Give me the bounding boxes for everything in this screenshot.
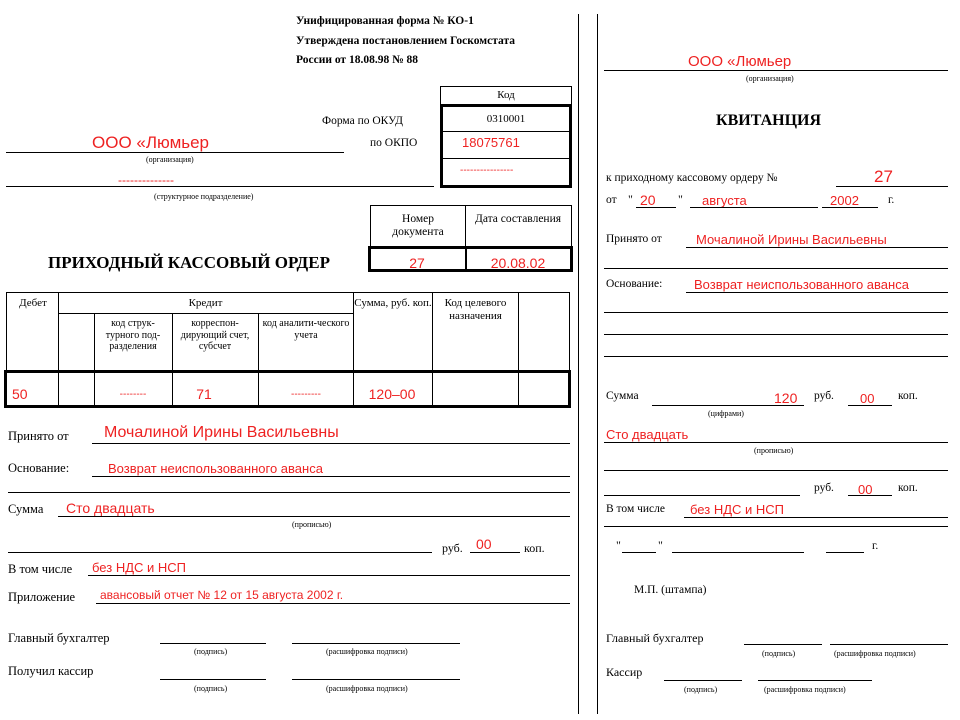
receipt-date-year-suffix: г. (872, 540, 879, 552)
doc-header-divider (465, 205, 466, 247)
receipt-rub2-label: руб. (814, 482, 834, 494)
basis-value: Возврат неиспользованного аванса (108, 461, 323, 476)
okpo-value: 18075761 (462, 135, 520, 150)
receipt-cashier-label: Кассир (606, 665, 643, 679)
row-sum: 120–00 (368, 386, 416, 402)
credit-anal-header: код аналити-ческого учета (262, 318, 350, 341)
receipt-chief-decode-caption: (расшифровка подписи) (834, 649, 916, 658)
receipt-order-value: 27 (874, 167, 893, 186)
receipt-chief-label: Главный бухгалтер (606, 631, 704, 645)
chief-signature-caption: (подпись) (194, 647, 228, 656)
receipt-kop2-value: 00 (858, 482, 873, 497)
sum-header: Сумма, руб. коп. (354, 297, 432, 309)
receipt-stamp-label: М.П. (штампа) (634, 584, 707, 596)
receipt-kop2-label: коп. (898, 482, 918, 494)
kop-value: 00 (476, 536, 492, 552)
form-header-line1: Унифицированная форма № КО-1 (296, 15, 474, 27)
kop-label: коп. (524, 541, 545, 555)
main-table-row (4, 370, 571, 408)
sum-caption: (прописью) (292, 520, 332, 529)
row-struct: -------- (119, 389, 147, 400)
org-caption: (организация) (146, 155, 194, 164)
receipt-year-suffix: г. (888, 194, 895, 206)
including-value: без НДС и НСП (92, 560, 187, 575)
codes-kod-label: Код (497, 89, 515, 101)
row-anal: --------- (291, 389, 321, 400)
debit-header: Дебет (19, 297, 47, 309)
credit-header: Кредит (188, 297, 223, 309)
form-header-line3: России от 18.08.98 № 88 (296, 54, 419, 66)
receipt-including-value: без НДС и НСП (690, 502, 785, 517)
okpo-label: по ОКПО (370, 137, 418, 149)
form-header-line2: Утверждена постановлением Госкомстата (296, 35, 515, 47)
receipt-kop-label: коп. (898, 390, 918, 402)
receipt-rub-label: руб. (814, 390, 834, 402)
cut-line-2 (597, 14, 598, 714)
credit-struct-header: код струк-турного под-разделения (105, 318, 161, 352)
org-name: ООО «Люмьер (92, 133, 210, 152)
receipt-chief-signature-caption: (подпись) (762, 649, 796, 658)
receipt-including-label: В том числе (606, 503, 665, 515)
receipt-quote-open: " (628, 192, 633, 206)
doc-date-header: Дата составления (474, 213, 562, 225)
receipt-sum-words: Сто двадцать (606, 427, 689, 442)
receipt-year-value: 2002 (830, 193, 859, 208)
receipt-digits-caption: (цифрами) (708, 409, 744, 418)
cashier-decode-caption: (расшифровка подписи) (326, 684, 408, 693)
receipt-accepted-label: Принято от (606, 233, 662, 245)
receipt-org-caption: (организация) (746, 74, 794, 83)
receipt-day-value: 20 (640, 192, 656, 208)
row-corr: 71 (196, 386, 212, 402)
target-header: Код целевого назначения (444, 297, 507, 322)
codes-divider-1 (443, 131, 569, 132)
receipt-date-quote2: " (658, 538, 663, 552)
receipt-basis-label: Основание: (606, 278, 663, 290)
receipt-words-caption: (прописью) (754, 446, 794, 455)
receipt-month-value: августа (702, 193, 747, 208)
doc-values-divider (465, 248, 467, 270)
receipt-cashier-decode-caption: (расшифровка подписи) (764, 685, 846, 694)
codes-blank-value: ---------------- (460, 165, 514, 176)
chief-decode-caption: (расшифровка подписи) (326, 647, 408, 656)
receipt-cashier-signature-caption: (подпись) (684, 685, 718, 694)
credit-corr-header: корреспон-дирующий счет, субсчет (180, 318, 250, 352)
receipt-accepted-value: Мочалиной Ирины Васильевны (696, 232, 887, 247)
receipt-quote-close: " (678, 192, 683, 206)
receipt-org-value: ООО «Люмьер (688, 53, 792, 70)
doc-num-value: 27 (409, 255, 425, 271)
receipt-order-label: к приходному кассовому ордеру № (606, 172, 778, 184)
receipt-kop-value: 00 (860, 391, 875, 406)
receipt-sum-label: Сумма (606, 390, 639, 402)
sum-words-value: Сто двадцать (66, 500, 155, 516)
org-underline (6, 152, 344, 153)
rub-label: руб. (442, 541, 463, 555)
order-title: ПРИХОДНЫЙ КАССОВЫЙ ОРДЕР (48, 253, 330, 272)
including-label: В том числе (8, 562, 73, 576)
cut-line-1 (578, 14, 579, 714)
cashier-signature-caption: (подпись) (194, 684, 228, 693)
attachment-label: Приложение (8, 590, 76, 604)
receipt-date-quote1: " (616, 538, 621, 552)
org-unit-value: -------------- (118, 173, 174, 187)
sum-label: Сумма (8, 502, 44, 516)
org-unit-underline (6, 186, 434, 187)
cashier-label: Получил кассир (8, 664, 94, 678)
chief-label: Главный бухгалтер (8, 631, 110, 645)
doc-num-header: Номер документа (392, 213, 444, 239)
receipt-title: КВИТАНЦИЯ (716, 112, 822, 129)
attachment-value: авансовый отчет № 12 от 15 августа 2002 г. (100, 588, 344, 602)
basis-label: Основание: (8, 461, 70, 475)
okud-value: 0310001 (486, 113, 526, 125)
org-unit-caption: (структурное подразделение) (154, 192, 254, 201)
accepted-from-label: Принято от (8, 429, 69, 443)
receipt-sum-digits: 120 (774, 390, 798, 406)
okud-label: Форма по ОКУД (322, 115, 403, 127)
receipt-basis-value: Возврат неиспользованного аванса (694, 277, 909, 292)
row-debit: 50 (12, 386, 28, 402)
codes-divider-2 (443, 158, 569, 159)
receipt-from-label: от (606, 194, 617, 206)
doc-date-value: 20.08.02 (490, 255, 546, 271)
accepted-from-value: Мочалиной Ирины Васильевны (104, 424, 339, 441)
